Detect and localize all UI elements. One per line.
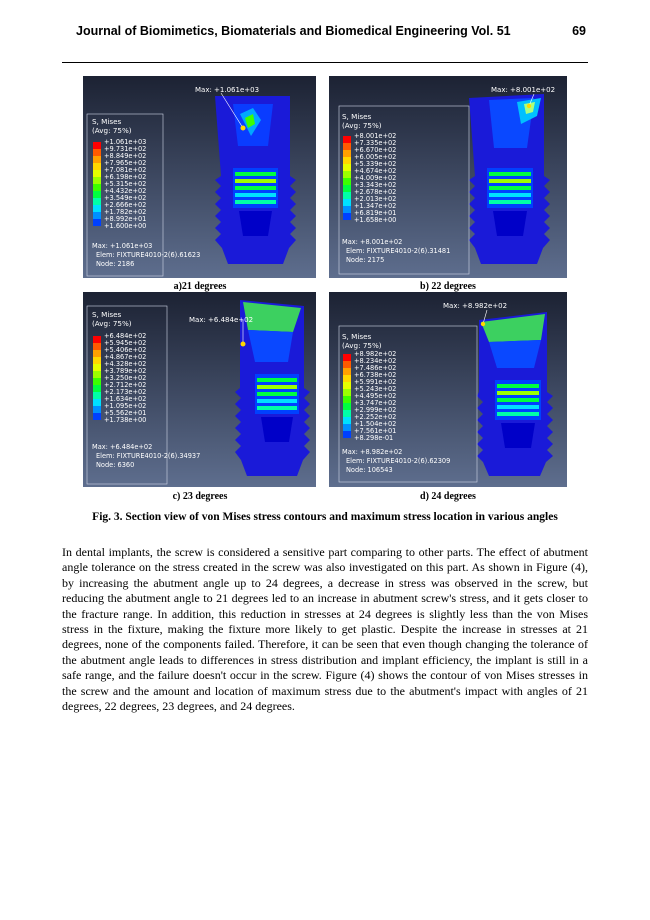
figure-panel-c (83, 292, 316, 487)
legend-title-line1: S, Mises (92, 310, 122, 319)
legend-footer-elem: Elem: FIXTURE4010-2(6).31481 (346, 247, 451, 255)
legend-swatches (343, 354, 351, 438)
legend-footer-node: Node: 2186 (96, 260, 135, 268)
legend-value: +9.731e+02 (104, 145, 147, 153)
legend-value: +2.666e+02 (104, 201, 147, 209)
panel-d-graphic (329, 292, 567, 487)
legend-value: +5.945e+02 (104, 339, 147, 347)
legend-value: +1.782e+02 (104, 208, 147, 216)
legend-value: +8.982e+02 (354, 350, 397, 358)
legend-value: +7.561e+01 (354, 427, 397, 435)
panel-c-graphic (83, 292, 316, 487)
legend-footer-node: Node: 2175 (346, 256, 385, 264)
legend-value: +5.243e+02 (354, 385, 397, 393)
legend-value: +1.634e+02 (104, 395, 147, 403)
caption-b: b) 22 degrees (420, 281, 476, 292)
max-marker (527, 104, 531, 108)
legend-value: +4.495e+02 (354, 392, 397, 400)
legend-footer-elem: Elem: FIXTURE4010-2(6).62309 (346, 457, 451, 465)
legend-footer-max: Max: +8.982e+02 (342, 448, 403, 456)
max-marker (241, 126, 246, 131)
legend-swatches (93, 336, 101, 420)
legend-value: +1.504e+02 (354, 420, 397, 428)
screw-tip (261, 417, 293, 442)
max-label: Max: +8.982e+02 (443, 302, 508, 310)
legend-value: +8.001e+02 (354, 132, 397, 140)
legend-footer-node: Node: 106543 (346, 466, 393, 474)
legend-value: +5.991e+02 (354, 378, 397, 386)
max-label: Max: +6.484e+02 (189, 316, 254, 324)
legend-value: +2.173e+02 (104, 388, 147, 396)
legend-value: +4.674e+02 (354, 167, 397, 175)
legend-footer-node: Node: 6360 (96, 461, 135, 469)
legend-value: +8.849e+02 (104, 152, 147, 160)
legend-value: +1.658e+00 (354, 216, 397, 224)
panel-a-graphic (83, 76, 316, 278)
legend-value: +6.198e+02 (104, 173, 147, 181)
legend-swatches (343, 136, 351, 220)
caption-d: d) 24 degrees (420, 491, 476, 502)
max-marker (481, 322, 485, 326)
legend-value: +3.789e+02 (104, 367, 147, 375)
legend-value: +2.712e+02 (104, 381, 147, 389)
legend-value: +2.013e+02 (354, 195, 397, 203)
legend-footer-elem: Elem: FIXTURE4010-2(6).34937 (96, 452, 201, 460)
legend-value: +2.678e+02 (354, 188, 397, 196)
legend-value: +8.234e+02 (354, 357, 397, 365)
legend-title-line2: (Avg: 75%) (342, 341, 382, 350)
figure-caption: Fig. 3. Section view of von Mises stress contours and maximum stress location in various angles (92, 511, 558, 523)
legend-value: +4.009e+02 (354, 174, 397, 182)
caption-c: c) 23 degrees (172, 491, 228, 502)
max-marker (241, 342, 246, 347)
figure-panel-b (329, 76, 567, 278)
header-rule (62, 62, 588, 63)
legend-footer-max: Max: +1.061e+03 (92, 242, 153, 250)
legend-value: +2.252e+02 (354, 413, 397, 421)
legend-value: +1.061e+03 (104, 138, 147, 146)
running-header (72, 24, 592, 44)
legend-value: +1.347e+02 (354, 202, 397, 210)
legend-value: +1.095e+02 (104, 402, 147, 410)
legend-footer-max: Max: +8.001e+02 (342, 238, 403, 246)
figure-panel-d (329, 292, 567, 487)
legend-value: +3.343e+02 (354, 181, 397, 189)
legend-value: +1.600e+00 (104, 222, 147, 230)
screw-tip (493, 211, 527, 236)
legend-value: +3.747e+02 (354, 399, 397, 407)
panel-b-graphic (329, 76, 567, 278)
legend-value: +6.670e+02 (354, 146, 397, 154)
legend-footer-elem: Elem: FIXTURE4010-2(6).61623 (96, 251, 201, 259)
legend-value: +6.819e+01 (354, 209, 397, 217)
legend-swatches (93, 142, 101, 226)
screw-tip (239, 211, 272, 236)
legend-value: +7.486e+02 (354, 364, 397, 372)
legend-value: +7.965e+02 (104, 159, 147, 167)
legend-footer-max: Max: +6.484e+02 (92, 443, 153, 451)
legend-value: +7.335e+02 (354, 139, 397, 147)
legend-title-line2: (Avg: 75%) (92, 319, 132, 328)
legend-value: +8.298e-01 (354, 434, 394, 442)
legend-value: +6.484e+02 (104, 332, 147, 340)
legend-value: +3.549e+02 (104, 194, 147, 202)
legend-title-line1: S, Mises (342, 112, 372, 121)
legend-title-line1: S, Mises (342, 332, 372, 341)
body-paragraph: In dental implants, the screw is considered a sensitive part comparing to other parts. The effect of abutment angle tolerance on the stress created in the screw was also investigated on this part. As shown in Figure (4), by increasing the abutment angle up to 24 degrees, a decrease in stress was observed in the screw, but reducing the abutment angle to 21 degrees led to an increase in abutment screw's stress, and it gets closer to the fracture range. In addition, this reduction in stresses at 24 degrees is slightly less than the von Mises stress in the fixture, making the fixture more likely to get plastic. Despite the increase in stresses at 21 degrees, none of the components failed. Therefore, it can be seen that even though changing the tolerance of the abutment angle leads to differences in stress distribution and implant efficiency, the implant is still in a safe range, and the failure doesn't occur in the screw. Figure (4) shows the contour of von Mises stresses in the screw and the amount and location of maximum stress due to the abutment's impact with angles of 21 degrees, 22 degrees, 23 degrees, and 24 degrees. (62, 545, 588, 714)
legend-value: +5.315e+02 (104, 180, 147, 188)
caption-a: a)21 degrees (173, 281, 227, 292)
legend-title-line2: (Avg: 75%) (92, 126, 132, 135)
legend-value: +5.562e+01 (104, 409, 147, 417)
legend-title-line2: (Avg: 75%) (342, 121, 382, 130)
abutment-region (489, 340, 541, 368)
max-label: Max: +8.001e+02 (491, 86, 556, 94)
legend-value: +3.250e+02 (104, 374, 147, 382)
legend-value: +4.328e+02 (104, 360, 147, 368)
legend-value: +6.005e+02 (354, 153, 397, 161)
legend-value: +1.738e+00 (104, 416, 147, 424)
figure-panel-a (83, 76, 316, 278)
legend-value: +8.992e+01 (104, 215, 147, 223)
legend-value: +7.081e+02 (104, 166, 147, 174)
legend-value: +2.999e+02 (354, 406, 397, 414)
legend-value: +5.339e+02 (354, 160, 397, 168)
legend-title-line1: S, Mises (92, 117, 122, 126)
screw-tip (501, 423, 535, 448)
page-number: 69 (572, 24, 586, 38)
legend-value: +4.432e+02 (104, 187, 147, 195)
legend-value: +5.406e+02 (104, 346, 147, 354)
journal-title: Journal of Biomimetics, Biomaterials and Biomedical Engineering Vol. 51 (76, 24, 511, 38)
max-label: Max: +1.061e+03 (195, 86, 260, 94)
legend-value: +6.738e+02 (354, 371, 397, 379)
abutment-region (248, 330, 293, 362)
legend-value: +4.867e+02 (104, 353, 147, 361)
